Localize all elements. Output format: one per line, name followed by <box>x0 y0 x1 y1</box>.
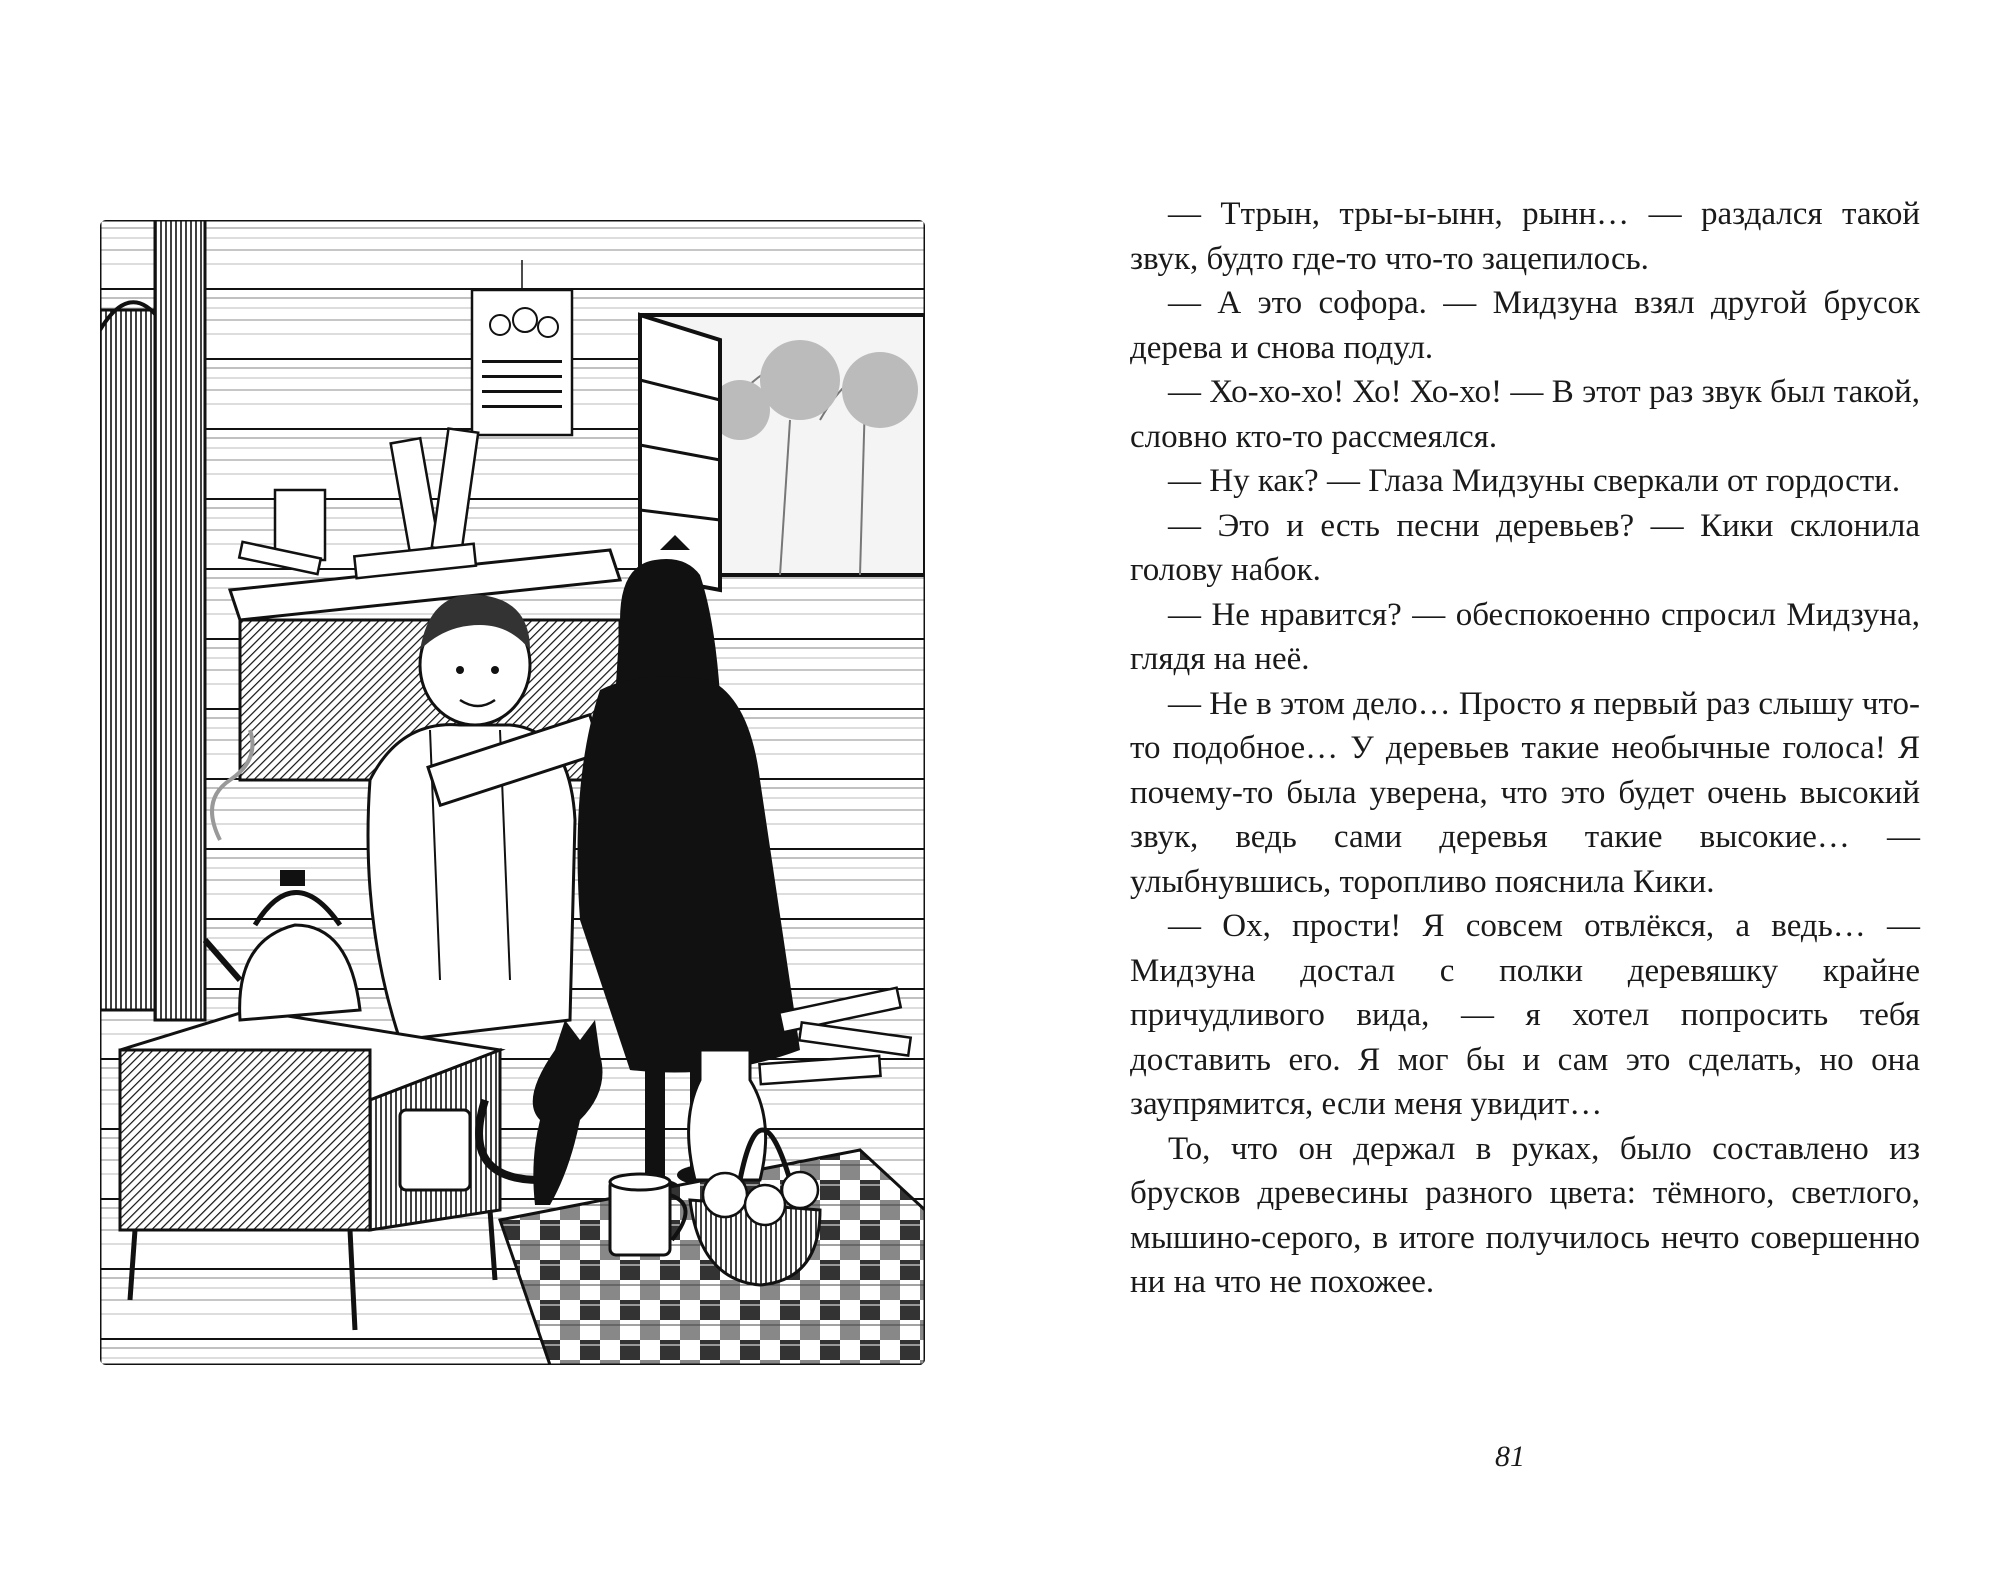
paragraph-8: — Ох, прости! Я совсем отвлёкся, а ведь… — Мидзуна достал с полки деревяшку крайне причудливого вида, — я хотел попросить тебя доставить его. Я мог бы и сам это сделать, но она заупрямится, если меня увидит… <box>1130 908 1920 1122</box>
paragraph-4: — Ну как? — Глаза Мидзуны сверкали от гордости. <box>1168 463 1901 499</box>
paragraph-6: — Не нравится? — обеспокоенно спросил Мидзуна, глядя на неё. <box>1130 596 1920 677</box>
paragraph-3: — Хо-хо-хо! Хо! Хо-хо! — В этот раз звук был такой, словно кто-то рассмеялся. <box>1130 374 1920 455</box>
page-number: 81 <box>1495 1440 1525 1473</box>
paragraph-1: — Ттрын, тры-ы-ынн, рынн… — раздался такой звук, будто где-то что-то зацепилось. <box>1130 196 1920 277</box>
paragraph-2: — А это софора. — Мидзуна взял другой брусок дерева и снова подул. <box>1130 285 1920 366</box>
text-column <box>1130 192 1920 1305</box>
paragraph-9: То, что он держал в руках, было составлено из брусков древесины разного цвета: тёмного, светлого, мышино-серого, в итоге получилось нечто совершенно ни на что не похожее. <box>1130 1130 1920 1300</box>
ink-illustration <box>100 220 925 1365</box>
paragraph-7: — Не в этом дело… Просто я первый раз слышу что-то подобное… У деревьев такие необычные голоса! Я почему-то была уверена, что это будет очень высокий звук, ведь сами деревья такие высокие… — улыбнувшись, торопливо пояснила Кики. <box>1130 685 1920 900</box>
paragraph-5: — Это и есть песни деревьев? — Кики склонила голову набок. <box>1130 507 1920 588</box>
illustration-drawing <box>100 220 925 1365</box>
